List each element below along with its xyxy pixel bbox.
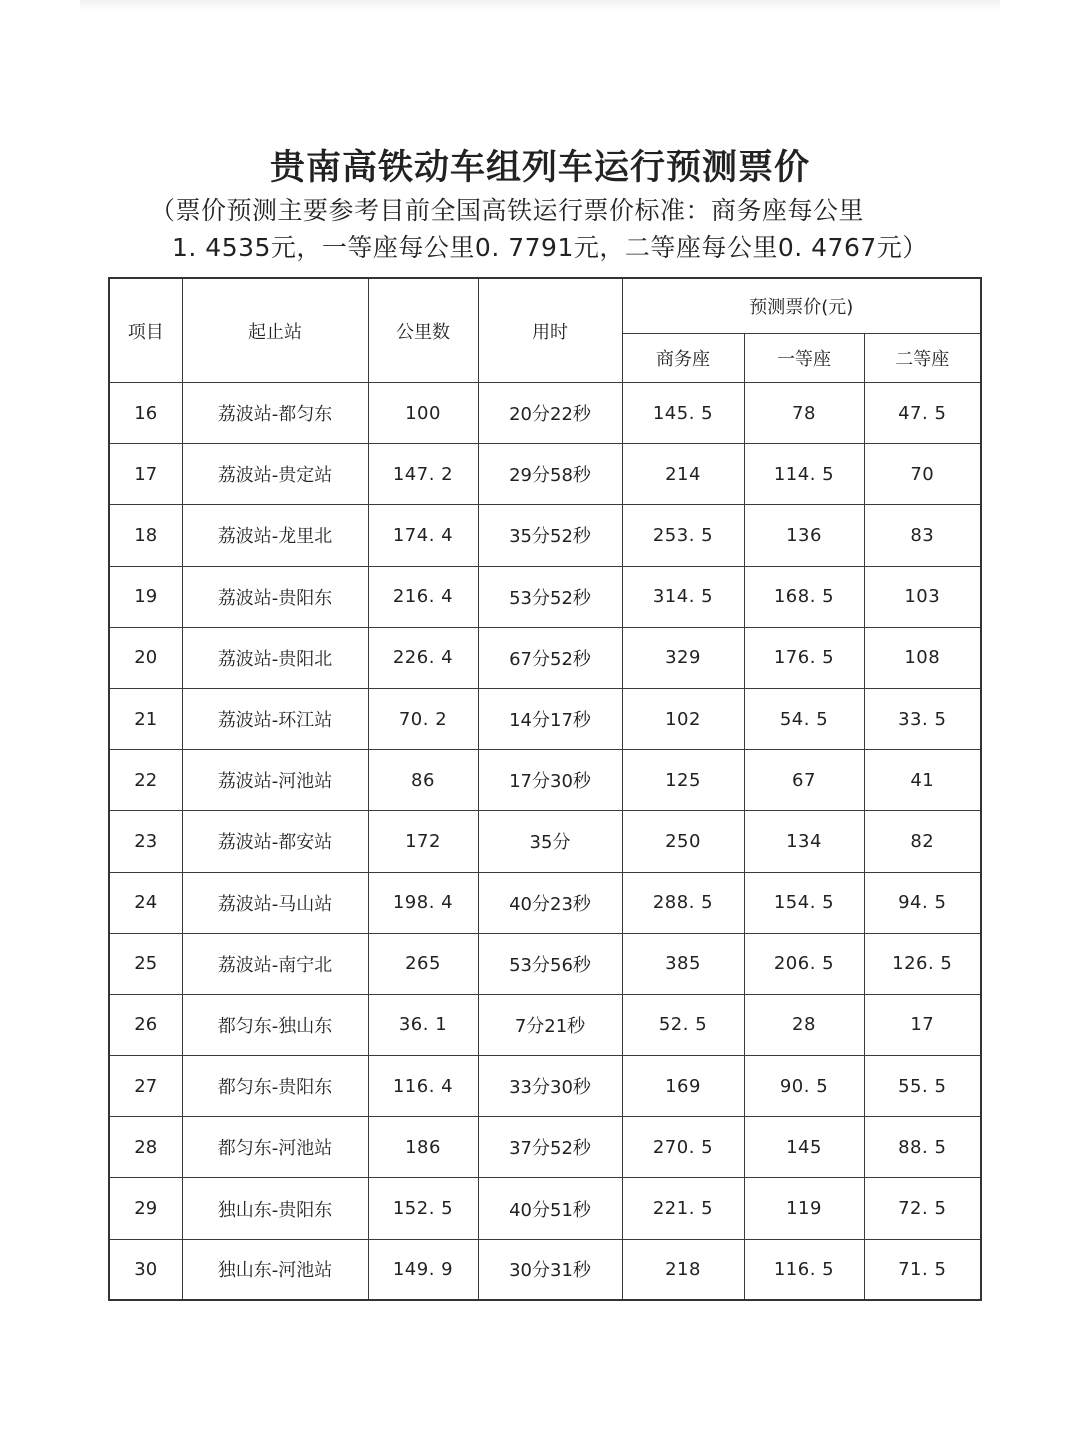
header-route: 起止站 [182, 278, 368, 383]
cell-item: 17 [109, 444, 182, 505]
cell-duration: 40分23秒 [478, 872, 622, 933]
cell-item: 30 [109, 1239, 182, 1300]
cell-route: 荔波站-贵阳北 [182, 627, 368, 688]
cell-second-price: 82 [864, 811, 981, 872]
cell-route: 都匀东-贵阳东 [182, 1056, 368, 1117]
table-row [109, 933, 981, 994]
cell-item: 26 [109, 994, 182, 1055]
cell-first-price: 206. 5 [744, 933, 864, 994]
table-row [109, 750, 981, 811]
cell-item: 22 [109, 750, 182, 811]
cell-business-price: 270. 5 [622, 1117, 744, 1178]
page-top-edge [80, 0, 1000, 10]
cell-distance: 226. 4 [368, 627, 478, 688]
cell-route: 荔波站-贵定站 [182, 444, 368, 505]
cell-route: 荔波站-都匀东 [182, 383, 368, 444]
table-row [109, 1178, 981, 1239]
price-basis-note-line-2: 1. 4535元，一等座每公里0. 7791元，二等座每公里0. 4767元） [172, 233, 928, 262]
cell-first-price: 54. 5 [744, 688, 864, 749]
table-row [109, 505, 981, 566]
cell-first-price: 154. 5 [744, 872, 864, 933]
cell-duration: 35分 [478, 811, 622, 872]
cell-business-price: 253. 5 [622, 505, 744, 566]
cell-duration: 67分52秒 [478, 627, 622, 688]
cell-distance: 70. 2 [368, 688, 478, 749]
cell-route: 荔波站-环江站 [182, 688, 368, 749]
cell-route: 荔波站-南宁北 [182, 933, 368, 994]
header-distance: 公里数 [368, 278, 478, 383]
cell-first-price: 176. 5 [744, 627, 864, 688]
cell-second-price: 94. 5 [864, 872, 981, 933]
table-row [109, 383, 981, 444]
cell-item: 20 [109, 627, 182, 688]
cell-second-price: 83 [864, 505, 981, 566]
cell-distance: 100 [368, 383, 478, 444]
header-business-seat: 商务座 [622, 334, 744, 383]
cell-distance: 116. 4 [368, 1056, 478, 1117]
cell-first-price: 168. 5 [744, 566, 864, 627]
cell-route: 荔波站-河池站 [182, 750, 368, 811]
cell-duration: 29分58秒 [478, 444, 622, 505]
cell-business-price: 125 [622, 750, 744, 811]
cell-item: 27 [109, 1056, 182, 1117]
cell-business-price: 314. 5 [622, 566, 744, 627]
cell-distance: 152. 5 [368, 1178, 478, 1239]
cell-route: 独山东-贵阳东 [182, 1178, 368, 1239]
table-row [109, 1239, 981, 1300]
cell-first-price: 114. 5 [744, 444, 864, 505]
cell-distance: 265 [368, 933, 478, 994]
cell-item: 29 [109, 1178, 182, 1239]
cell-first-price: 78 [744, 383, 864, 444]
document-title: 贵南高铁动车组列车运行预测票价 [269, 147, 810, 188]
table-row [109, 1117, 981, 1178]
cell-business-price: 145. 5 [622, 383, 744, 444]
cell-duration: 40分51秒 [478, 1178, 622, 1239]
cell-route: 独山东-河池站 [182, 1239, 368, 1300]
cell-distance: 198. 4 [368, 872, 478, 933]
cell-second-price: 108 [864, 627, 981, 688]
cell-first-price: 145 [744, 1117, 864, 1178]
fare-table [108, 277, 982, 1301]
cell-route: 都匀东-河池站 [182, 1117, 368, 1178]
cell-business-price: 218 [622, 1239, 744, 1300]
cell-business-price: 329 [622, 627, 744, 688]
cell-business-price: 52. 5 [622, 994, 744, 1055]
cell-second-price: 88. 5 [864, 1117, 981, 1178]
cell-item: 28 [109, 1117, 182, 1178]
cell-second-price: 70 [864, 444, 981, 505]
cell-second-price: 41 [864, 750, 981, 811]
cell-first-price: 119 [744, 1178, 864, 1239]
cell-item: 23 [109, 811, 182, 872]
table-row [109, 1056, 981, 1117]
cell-item: 21 [109, 688, 182, 749]
cell-business-price: 288. 5 [622, 872, 744, 933]
price-basis-note [150, 192, 970, 266]
cell-route: 荔波站-都安站 [182, 811, 368, 872]
cell-distance: 216. 4 [368, 566, 478, 627]
cell-first-price: 67 [744, 750, 864, 811]
cell-duration: 7分21秒 [478, 994, 622, 1055]
cell-second-price: 33. 5 [864, 688, 981, 749]
cell-item: 25 [109, 933, 182, 994]
cell-duration: 17分30秒 [478, 750, 622, 811]
cell-first-price: 90. 5 [744, 1056, 864, 1117]
cell-business-price: 102 [622, 688, 744, 749]
cell-item: 18 [109, 505, 182, 566]
cell-second-price: 126. 5 [864, 933, 981, 994]
header-second-class: 二等座 [864, 334, 981, 383]
cell-distance: 149. 9 [368, 1239, 478, 1300]
cell-business-price: 250 [622, 811, 744, 872]
cell-route: 荔波站-贵阳东 [182, 566, 368, 627]
cell-distance: 174. 4 [368, 505, 478, 566]
cell-second-price: 55. 5 [864, 1056, 981, 1117]
cell-second-price: 47. 5 [864, 383, 981, 444]
cell-item: 19 [109, 566, 182, 627]
table-row [109, 872, 981, 933]
cell-distance: 86 [368, 750, 478, 811]
table-row [109, 566, 981, 627]
cell-second-price: 17 [864, 994, 981, 1055]
cell-route: 荔波站-马山站 [182, 872, 368, 933]
cell-duration: 14分17秒 [478, 688, 622, 749]
cell-business-price: 221. 5 [622, 1178, 744, 1239]
cell-second-price: 103 [864, 566, 981, 627]
table-row [109, 688, 981, 749]
cell-item: 16 [109, 383, 182, 444]
cell-route: 荔波站-龙里北 [182, 505, 368, 566]
cell-duration: 33分30秒 [478, 1056, 622, 1117]
header-duration: 用时 [478, 278, 622, 383]
cell-duration: 20分22秒 [478, 383, 622, 444]
cell-item: 24 [109, 872, 182, 933]
cell-distance: 186 [368, 1117, 478, 1178]
cell-business-price: 214 [622, 444, 744, 505]
header-price-group: 预测票价(元) [622, 278, 981, 334]
cell-route: 都匀东-独山东 [182, 994, 368, 1055]
cell-first-price: 28 [744, 994, 864, 1055]
cell-second-price: 71. 5 [864, 1239, 981, 1300]
cell-second-price: 72. 5 [864, 1178, 981, 1239]
table-header-row [109, 278, 981, 334]
price-basis-note-line-1: （票价预测主要参考目前全国高铁运行票价标准：商务座每公里 [150, 196, 865, 225]
cell-duration: 30分31秒 [478, 1239, 622, 1300]
cell-duration: 37分52秒 [478, 1117, 622, 1178]
table-row [109, 811, 981, 872]
cell-duration: 35分52秒 [478, 505, 622, 566]
cell-first-price: 136 [744, 505, 864, 566]
table-row [109, 627, 981, 688]
cell-distance: 36. 1 [368, 994, 478, 1055]
cell-duration: 53分56秒 [478, 933, 622, 994]
cell-distance: 147. 2 [368, 444, 478, 505]
cell-business-price: 169 [622, 1056, 744, 1117]
cell-first-price: 116. 5 [744, 1239, 864, 1300]
cell-distance: 172 [368, 811, 478, 872]
table-row [109, 444, 981, 505]
header-first-class: 一等座 [744, 334, 864, 383]
cell-first-price: 134 [744, 811, 864, 872]
header-item: 项目 [109, 278, 182, 383]
table-row [109, 994, 981, 1055]
cell-duration: 53分52秒 [478, 566, 622, 627]
cell-business-price: 385 [622, 933, 744, 994]
